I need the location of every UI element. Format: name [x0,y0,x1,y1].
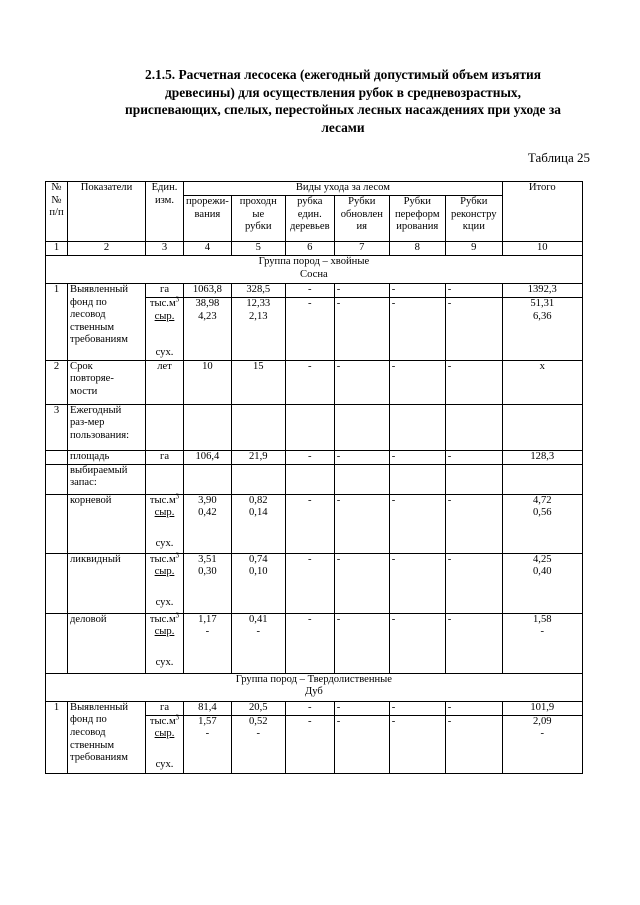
header-unit: Един. изм. [146,182,184,242]
value-cell: 3,51 0,30 [184,553,232,613]
table-row [46,360,583,404]
value-cell: 106,4 [184,450,232,464]
table-row [46,701,583,715]
header-care-types: Виды ухода за лесом [184,182,503,196]
value-cell: - [389,450,445,464]
table-row [46,450,583,464]
value-cell: - [445,360,502,404]
col-number: 9 [445,242,502,256]
header-type-reconstruction: Рубки реконстру кции [445,196,502,242]
group-row [46,256,583,284]
total-cell: 1392,3 [502,284,582,298]
header-num: № № п/п [46,182,68,242]
value-cell: 20,5 [231,701,285,715]
table-label: Таблица 25 [527,150,590,165]
value-cell: 328,5 [231,284,285,298]
unit-cell: лет [146,360,184,404]
value-cell: - [285,613,334,673]
value-cell: - [334,553,389,613]
value-cell: 1,57 - [184,715,232,773]
value-cell: - [334,284,389,298]
value-cell: - [334,613,389,673]
header-type-thinning: прорежи- вания [184,196,232,242]
value-cell: - [445,715,502,773]
table-row [46,404,583,450]
col-number: 8 [389,242,445,256]
unit-cell: га [146,450,184,464]
total-cell: 4,72 0,56 [502,494,582,553]
value-cell: 3,90 0,42 [184,494,232,553]
total-cell: 51,31 6,36 [502,298,582,361]
row-num: 2 [46,360,68,404]
value-cell: - [445,494,502,553]
value-cell: - [389,298,445,361]
row-num: 3 [46,404,68,450]
value-cell: 38,98 4,23 [184,298,232,361]
value-cell: - [389,360,445,404]
value-cell: - [334,298,389,361]
value-cell: - [285,494,334,553]
col-number: 10 [502,242,582,256]
title-line: лесами [321,119,365,135]
value-cell: - [285,701,334,715]
row-name: ликвидный [68,553,146,613]
total-cell: 2,09 - [502,715,582,773]
title-line: 2.1.5. Расчетная лесосека (ежегодный допустимый объем изъятия [145,67,541,82]
table-row [46,613,583,673]
value-cell: - [285,298,334,361]
value-cell: 10 [184,360,232,404]
unit-cell: $тыс.м^3$ сыр. сух. [146,494,184,553]
forest-cut-table [45,181,583,774]
group-row [46,673,583,701]
row-num: 1 [46,701,68,773]
value-cell: - [334,450,389,464]
col-number: 4 [184,242,232,256]
col-number: 6 [285,242,334,256]
value-cell: - [285,450,334,464]
value-cell: - [389,613,445,673]
header-type-single: рубка един. деревьев [285,196,334,242]
value-cell: 15 [231,360,285,404]
col-number: 5 [231,242,285,256]
total-cell: 4,25 0,40 [502,553,582,613]
table-row [46,494,583,553]
total-cell: 101,9 [502,701,582,715]
table-row [46,464,583,494]
value-cell: 0,52 - [231,715,285,773]
value-cell: - [445,553,502,613]
value-cell: - [445,450,502,464]
value-cell: 1063,8 [184,284,232,298]
total-cell: 128,3 [502,450,582,464]
value-cell: 0,82 0,14 [231,494,285,553]
value-cell: 1,17 - [184,613,232,673]
value-cell: 12,33 2,13 [231,298,285,361]
value-cell: - [445,298,502,361]
row-name: корневой [68,494,146,553]
row-name: деловой [68,613,146,673]
row-name: выбираемый запас: [68,464,146,494]
unit-cell: га [146,284,184,298]
col-number: 7 [334,242,389,256]
total-cell: 1,58 - [502,613,582,673]
row-name: Выявленный фонд по лесовод ственным требованиям [68,284,146,361]
header-total: Итого [502,182,582,242]
value-cell: - [285,715,334,773]
value-cell: - [445,284,502,298]
value-cell: - [445,701,502,715]
value-cell: 21,9 [231,450,285,464]
value-cell: - [389,715,445,773]
value-cell: 81,4 [184,701,232,715]
value-cell: - [389,553,445,613]
title-line: древесины) для осуществления рубок в средневозрастных, [165,84,521,100]
value-cell: - [334,494,389,553]
total-cell: х [502,360,582,404]
value-cell: 0,41 - [231,613,285,673]
unit-cell: га [146,701,184,715]
value-cell: - [285,360,334,404]
title-line: приспевающих, спелых, перестойных лесных насаждениях при уходе за [125,102,561,117]
unit-cell: $тыс.м^3$ сыр. сух. [146,298,184,361]
value-cell: - [285,553,334,613]
row-name: Выявленный фонд по лесовод ственным требованиям [68,701,146,773]
header-type-renewal: Рубки обновлен ия [334,196,389,242]
row-num: 1 [46,284,68,361]
value-cell: - [334,701,389,715]
section-title [96,66,590,136]
header-type-reform: Рубки переформ ирования [389,196,445,242]
unit-cell: $тыс.м^3$ сыр. сух. [146,553,184,613]
value-cell: - [285,284,334,298]
col-number: 1 [46,242,68,256]
table-row [46,553,583,613]
value-cell: - [445,613,502,673]
value-cell: - [389,701,445,715]
header-row [46,182,583,196]
value-cell: - [389,284,445,298]
row-name: площадь [68,450,146,464]
table-row [46,284,583,298]
col-number: 3 [146,242,184,256]
value-cell: 0,74 0,10 [231,553,285,613]
value-cell: - [334,360,389,404]
value-cell: - [334,715,389,773]
value-cell: - [389,494,445,553]
group-title-conifers: Группа пород – хвойные Сосна [46,256,583,284]
unit-cell: $тыс.м^3$ сыр. сух. [146,715,184,773]
column-numbers-row [46,242,583,256]
group-title-hardwood: Группа пород – Твердолиственные Дуб [46,673,583,701]
col-number: 2 [68,242,146,256]
header-indicators: Показатели [68,182,146,242]
row-name: Ежегодный раз-мер пользования: [68,404,146,450]
row-name: Срок повторяе- мости [68,360,146,404]
unit-cell: $тыс.м^3$ сыр. сух. [146,613,184,673]
header-type-passing: проходн ые рубки [231,196,285,242]
